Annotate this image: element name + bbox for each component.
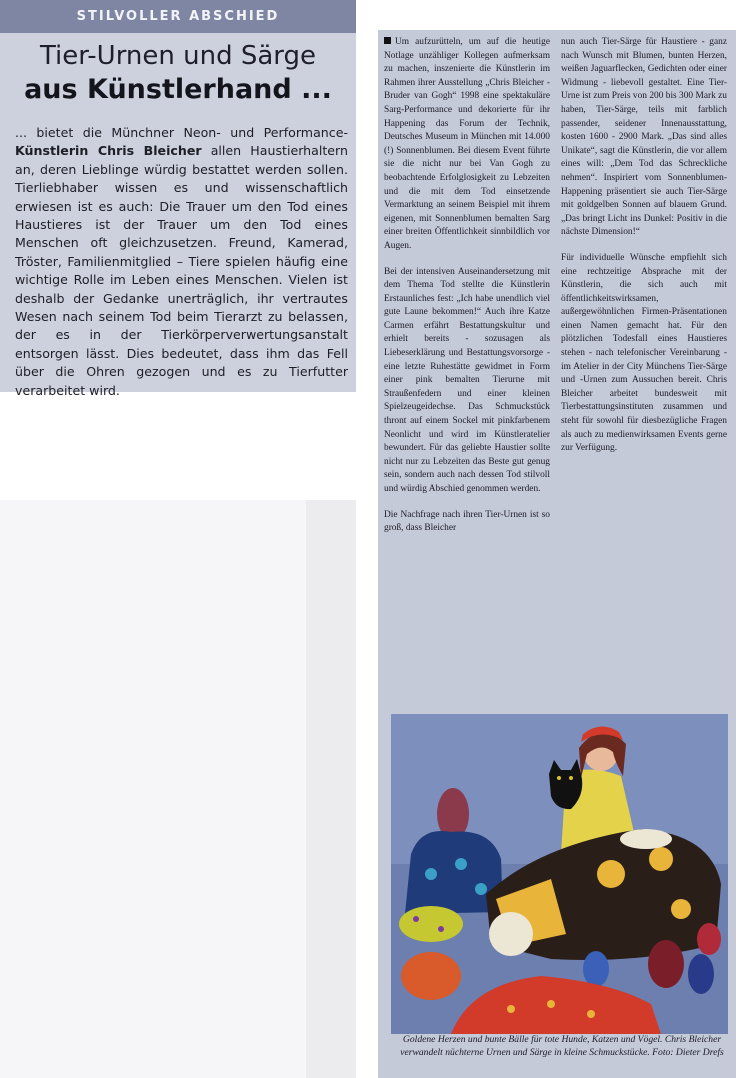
blank-strip	[306, 500, 356, 1078]
artist-name: Künstlerin Chris Bleicher	[15, 143, 202, 159]
photo-credit: Foto: Dieter Drefs	[652, 1047, 724, 1058]
lead-paragraph	[15, 124, 348, 400]
column1-paragraph-2: Bei der intensiven Auseinandersetzung mit dem Thema Tod stellte die Künstlerin Erstaunliches fest: „Ich habe unendlich viel gute Laune bekommen!“ Auch ihre Katze Carmen erfährt Bestattungskultur und erhielt bereits - sozusagen als Liebeserklärung und Bestattungsvorsorge - eine letzte Ruhestätte gewidmet in Form einer pink bemalten Tierurne mit Straußenfedern und einer kleinen Spielzeugeidechse. Das Schmuckstück thront auf einem Sockel mit pinkfarbenem Neonlicht und wird im Künstleratelier bewundert. Für das geliebte Haustier sollte nicht nur zu Lebzeiten das Beste gut genug sein, sondern auch nach dessen Tod stilvoll und würdig Abschied genommen werden.	[384, 266, 550, 494]
article-photo	[391, 714, 728, 1034]
column1-paragraph-1: Um aufzurütteln, um auf die heutige Notlage unzähliger Kollegen aufmerksam zu machen, inszenierte die Künstlerin im Rahmen ihrer Ausstellung „Chris Bleicher - Bruder van Gogh“ 1998 eine spektakuläre Sarg-Performance und dekorierte für ihr Happening das Forum der Technik, Deutsches Museum in München mit 14.000 (!) Sonnenblumen. Bei diesem Event führte sie die nicht nur bei Van Gogh zu beobachtende Erfolglosigkeit zu Lebzeiten und die mit dem Tod einsetzende Vermarktung an seinem Beispiel mit ihrem eigenen, mit Sonnenblumen bemalten Sarg einer breiten Öffentlichkeit sinnbildlich vor Augen.	[384, 37, 550, 251]
photo-caption	[390, 1033, 734, 1059]
article-column-2	[561, 36, 727, 468]
headline-line-2: aus Künstlerhand ...	[24, 74, 332, 105]
lead-rest: allen Haustierhaltern an, deren Lieblinge würdig bestattet werden sollen. Tierliebhaber wissen es und wissenschaftlich erwiesen ist es auch: Die Trauer um den Tod eines Haustieres ist der Trauer um den Tod eines Menschen oft gleichzusetzen. Freund, Kamerad, Tröster, Familienmitglied – Tiere spielen häufig eine wichtige Rolle im Leben eines Menschen. Vielen ist deshalb der Gedanke unerträglich, ihr vertrautes Wesen nach seinem Tod beim Tierarzt zu belassen, der es in der Tierkörperverwertungsanstalt entsorgen lässt. Dies bedeutet, dass ihm das Fell über die Ohren gezogen und es zu Tierfutter verarbeitet wird.	[15, 143, 348, 398]
column1-paragraph-3: Die Nachfrage nach ihren Tier-Urnen ist so groß, dass Bleicher	[384, 509, 550, 534]
column2-paragraph-1: nun auch Tier-Särge für Haustiere - ganz nach Wunsch mit Blumen, bunten Herzen, weißen Jaguarflecken, Gedichten oder einer Widmung - liebevoll gestaltet. Eine Tier-Urne ist zum Preis von 200 bis 300 Mark zu haben, Tier-Särge, teils mit farblich passender, seidener Innenausstattung, kosten 1600 - 2900 Mark. „Das sind alles Unikate“, sagt die Künstlerin, die vor allem eines will: „Dem Tod das Schreckliche nehmen“. Inspiriert vom Sonnenblumen-Happening präsentiert sie auch Tier-Särge mit goldgelben Sonnen auf blauem Grund. „Das bringt Licht ins Dunkel: Positiv in die nächste Dimension!“	[561, 37, 727, 238]
article-column-1	[384, 36, 550, 548]
caption-text: Goldene Herzen und bunte Bälle für tote Hunde, Katzen und Vögel. Chris Bleicher verwandelt nüchterne Urnen und Särge in kleine Schmuckstücke.	[400, 1034, 722, 1058]
kicker: STILVOLLER ABSCHIED	[0, 0, 356, 33]
column2-paragraph-2: Für individuelle Wünsche empfiehlt sich eine rechtzeitige Absprache mit der Künstlerin, die sich auch mit öffentlichkeitswirksamen, außergewöhnlichen Firmen-Präsentationen einen Namen gemacht hat. Für den plötzlichen Todesfall eines Haustieres stehen - nach telefonischer Vereinbarung - im Atelier in der City Münchens Tier-Särge und -Urnen zum Aussuchen bereit. Chris Bleicher arbeitet bundesweit mit Tierbestattungsinstituten zusammen und steht für sowohl für diesbezügliche Fragen als auch zu medienwirksamen Events gerne zur Verfügung.	[561, 252, 727, 454]
blank-area	[0, 500, 306, 1078]
lead-intro: ... bietet die Münchner Neon- und Performance-	[15, 125, 348, 140]
headline-line-1: Tier-Urnen und Särge	[39, 41, 317, 71]
square-bullet-icon	[384, 37, 391, 44]
